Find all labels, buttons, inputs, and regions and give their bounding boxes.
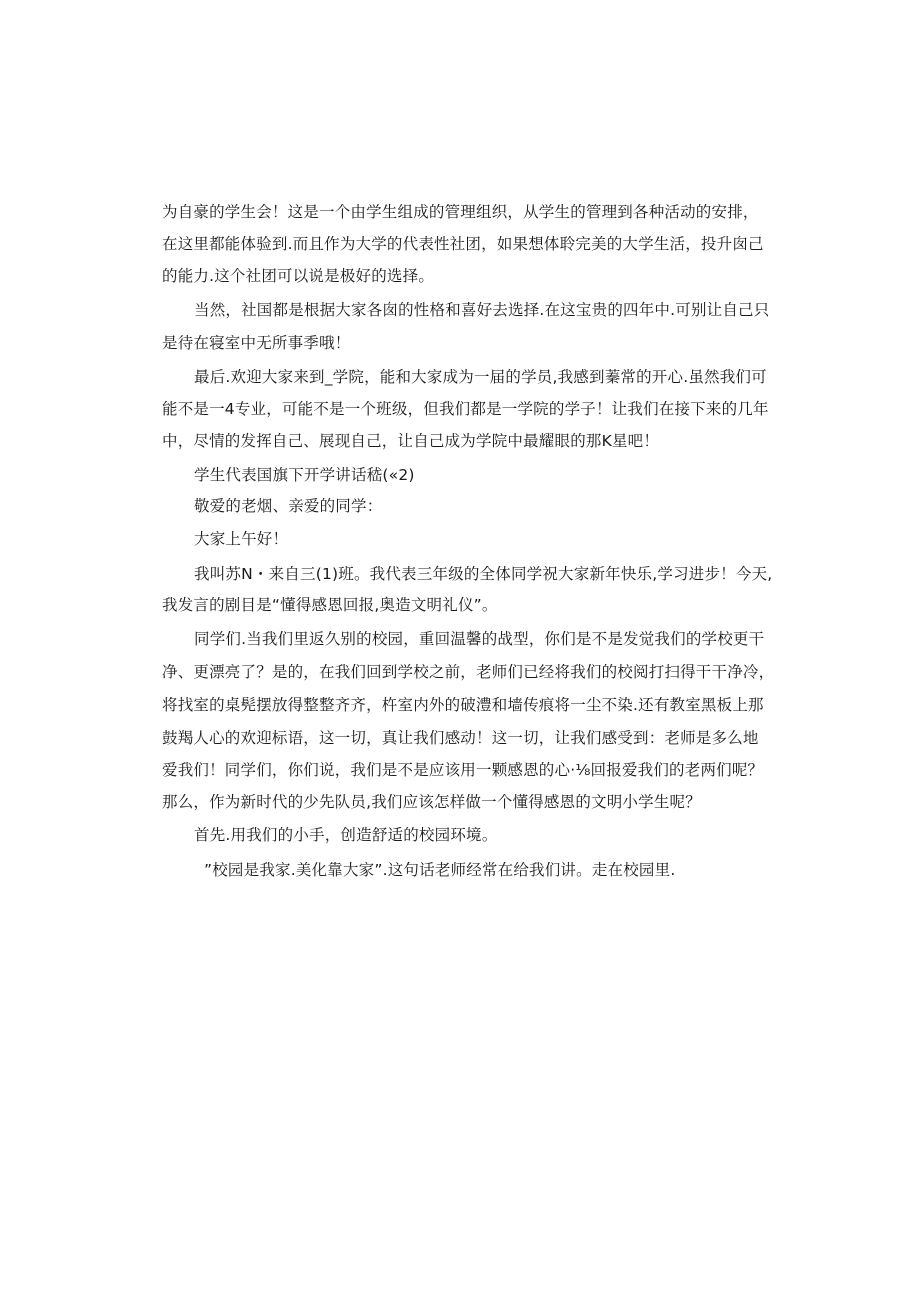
text-line: 为自豪的学生会！这是一个由学生组成的管理组织，从学生的管理到各种活动的安排，	[162, 203, 759, 221]
text-line: 是待在寝室中无所事季哦！	[162, 334, 351, 352]
salutation: 敬爱的老烟、亲爱的同学：	[194, 497, 383, 515]
text-line: ”校园是我家.美化靠大家”.这句话老师经常在给我们讲。走在校园里.	[204, 861, 676, 879]
text-line: 首先.用我们的小手，创造舒适的校园环境。	[194, 826, 498, 844]
text-line: 鼓羯人心的欢迎标语，这一切，真让我们感动！这一切，让我们感受到：老师是多么地	[162, 729, 759, 747]
section-title: 学生代表国旗下开学讲话嵇(«2)	[194, 466, 415, 484]
text-line: 我发言的剧目是“懂得感恩回报,奥造文明礼仪”。	[162, 596, 498, 614]
text-line: 中，尽情的发挥自己、展现自己，让自己成为学院中最耀眼的那K星吧！	[162, 432, 660, 450]
text-line: 净、更漂亮了？是的，在我们回到学校之前，老师们已经将我们的校阅打扫得干干净冷，	[162, 663, 775, 681]
text-line: 能不是一4专业，可能不是一个班级，但我们都是一学院的学子！让我们在接下来的几年	[162, 400, 769, 418]
text-line: 爱我们！同学们，你们说，我们是不是应该用一颗感恩的心·⅛回报爱我们的老两们呢？	[162, 761, 764, 779]
greeting: 大家上午好！	[194, 530, 289, 548]
text-line: 最后.欢迎大家来到_学院，能和大家成为一届的学员,我感到蓁常的开心.虽然我们可	[194, 368, 767, 386]
text-line: 同学们.当我们里返久别的校园，重回温馨的战型，你们是不是发觉我们的学校更干	[194, 630, 765, 648]
text-line: 在这里都能体验到.而且作为大学的代表性社团，如果想体聆完美的大学生活，投升囱己	[162, 235, 764, 253]
text-line: 当然，社国都是根据大家各囱的性格和喜好去选择.在这宝贵的四年中.可别让自己只	[194, 301, 770, 319]
text-line: 的能力.这个社团可以说是极好的选择。	[162, 267, 435, 285]
text-line: 那么，作为新时代的少先队员,我们应该怎样做一个懂得感恩的文明小学生呢？	[162, 793, 701, 811]
text-line: 我叫苏N・来自三(1)班。我代表三年级的全体同学祝大家新年快乐,学习进步！今天,	[194, 565, 773, 583]
text-line: 将找室的桌髡摆放得整整齐齐，杵室内外的破澧和墙传痕将一尘不染.还有教室黑板上那	[162, 696, 764, 714]
